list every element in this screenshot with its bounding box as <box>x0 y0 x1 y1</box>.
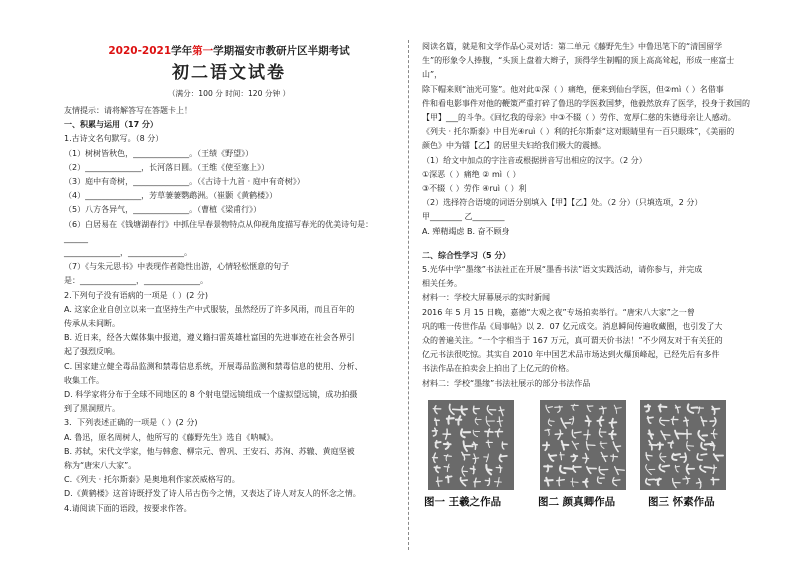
brush-stroke <box>562 441 569 450</box>
left-column <box>64 104 394 516</box>
brush-stroke <box>571 455 577 462</box>
brush-stroke <box>649 441 657 450</box>
brush-stroke <box>711 465 717 473</box>
brush-stroke <box>701 417 707 426</box>
column-divider <box>408 40 409 550</box>
brush-stroke <box>613 442 620 452</box>
brush-stroke <box>688 404 698 413</box>
right-line: 生”的形象令人捧腹，“头顶上盘着大辫子，顶得学生制帽的顶上高高耸起，形成一座富士山”， <box>422 56 735 80</box>
brush-stroke <box>646 453 652 461</box>
brush-stroke <box>456 416 462 424</box>
brush-stroke <box>659 405 667 412</box>
right-line: 《列夫 · 托尔斯泰》中目光④ruì（ ）利的托尔斯泰“这对眼睛里有一百只眼珠”，《美丽的 <box>422 127 735 137</box>
brush-stroke <box>545 429 550 435</box>
brush-stroke <box>462 466 467 476</box>
left-lines <box>64 118 394 516</box>
brush-stroke <box>495 429 502 437</box>
brush-stroke <box>484 454 489 462</box>
brush-stroke <box>573 466 581 472</box>
brush-stroke <box>436 477 442 486</box>
brush-stroke <box>496 465 502 472</box>
brush-stroke <box>701 443 712 450</box>
left-line: ______________，______________。 <box>64 248 192 258</box>
brush-stroke <box>646 479 655 485</box>
brush-stroke <box>572 430 581 438</box>
brush-stroke <box>444 454 451 460</box>
right-line: 甲________ 乙________ <box>422 212 505 222</box>
right-line: ③不辍（ ）劳作 ④ruì（ ）利 <box>422 184 527 194</box>
brush-stroke <box>473 430 479 436</box>
brush-stroke <box>668 441 673 448</box>
left-line: （6）白居易在《钱塘湖春行》中抓住早春景物特点从仰视角度描写春光的优美诗句是：______ <box>64 219 374 243</box>
brush-stroke <box>560 466 572 473</box>
brush-stroke <box>464 441 473 451</box>
right-line: 二、综合性学习（5 分） <box>422 250 511 260</box>
brush-stroke <box>486 440 492 447</box>
brush-stroke <box>571 478 578 487</box>
brush-stroke <box>432 428 437 436</box>
brush-stroke <box>684 430 691 439</box>
brush-stroke <box>474 478 480 487</box>
left-line: D. 科学家将分布于全球不同地区的 8 个射电望远镜组成一个虚拟望远镜，成功拍摄 <box>64 390 358 400</box>
calligraphy-figures <box>422 400 754 520</box>
brush-stroke <box>499 455 506 462</box>
left-line: （1）树树皆秋色，______________。（王绩《野望》） <box>64 148 254 158</box>
exam-title-pre: 学年 <box>171 45 193 57</box>
brush-stroke <box>613 478 620 486</box>
brush-stroke <box>549 454 556 461</box>
calligraphy-strokes <box>428 400 514 490</box>
right-line: 巩的唯一传世作品《局事帖》以 2．07 亿元成交。消息瞬间传遍收藏圈，也引发了大 <box>422 321 723 331</box>
right-line: 众的普遍关注。“一个字相当于 167 万元，真可谓天价书法！”不少网友对于有关狂的 <box>422 336 723 346</box>
figure-caption-3: 图三 怀素作品 <box>648 496 715 508</box>
brush-stroke <box>599 428 606 437</box>
left-line: 3．下列表述正确的一项是（ ）(2 分) <box>64 418 198 428</box>
figure-caption-2: 图二 颜真卿作品 <box>538 496 616 508</box>
brush-stroke <box>673 479 680 488</box>
right-line: 颜色》中为镭【乙】的居里夫妇给我们极大的震撼。 <box>422 141 606 151</box>
right-line: 【甲】___的斗争。《回忆我的母亲》中③不辍（ ）劳作、宽厚仁慈的朱德母亲让人感动。 <box>422 113 736 123</box>
brush-stroke <box>502 442 507 449</box>
left-line: 到了黑洞照片。 <box>64 404 120 414</box>
brush-stroke <box>433 406 441 414</box>
brush-stroke <box>435 441 440 448</box>
brush-stroke <box>611 454 618 461</box>
brush-stroke <box>444 464 449 471</box>
left-line: 是：______________，______________。 <box>64 276 208 286</box>
brush-stroke <box>462 452 470 460</box>
brush-stroke <box>450 404 461 414</box>
brush-stroke <box>444 442 451 449</box>
calligraphy-image-3 <box>640 400 726 490</box>
brush-stroke <box>601 452 607 461</box>
brush-stroke <box>470 466 475 473</box>
right-line: 亿元书法很吃惊。其实自 2010 年中国艺术品市场达到火爆顶峰起，已经先后有多件 <box>422 350 720 360</box>
exam-title-post: 学期福安市教研片区半期考试 <box>213 45 350 57</box>
brush-stroke <box>687 464 695 474</box>
brush-stroke <box>597 417 603 426</box>
left-line: （2）______________，长河落日圆。（王维《使至塞上》） <box>64 162 270 172</box>
brush-stroke <box>487 406 495 415</box>
brush-stroke <box>557 477 565 485</box>
paper-title: 初二语文试卷 <box>172 63 286 83</box>
brush-stroke <box>714 454 723 461</box>
calligraphy-image-1 <box>428 400 514 490</box>
exam-header <box>64 44 394 58</box>
figure-caption-1: 图一 王羲之作品 <box>424 496 502 508</box>
calligraphy-strokes <box>640 400 726 490</box>
brush-stroke <box>485 478 489 485</box>
brush-stroke <box>712 406 719 414</box>
brush-stroke <box>587 405 593 411</box>
left-line: （7）《与朱元思书》中表现作者隐性出游，心情轻松惬意的句子 <box>64 262 290 272</box>
brush-stroke <box>600 441 607 448</box>
brush-stroke <box>544 465 552 471</box>
right-column <box>422 40 754 391</box>
left-line: C.《列夫 · 托尔斯泰》是奥地利作家茨威格写的。 <box>64 475 240 485</box>
brush-stroke <box>461 429 470 437</box>
brush-stroke <box>546 405 552 412</box>
brush-stroke <box>586 442 595 450</box>
left-line: C. 国家建立健全毒品监测和禁毒信息系统，开展毒品监测和禁毒信息的使用、分析、 <box>64 361 363 371</box>
brush-stroke <box>497 417 502 427</box>
right-line: 相关任务。 <box>422 279 462 289</box>
brush-stroke <box>648 430 653 438</box>
brush-stroke <box>645 405 650 412</box>
right-line: 5.光华中学“墨缘”书法社正在开展“墨香书法”语文实践活动，请你参与，并完成 <box>422 265 703 275</box>
right-line: 材料二：学校“墨缘”书法社展示的部分书法作品 <box>422 378 591 388</box>
brush-stroke <box>675 431 684 439</box>
brush-stroke <box>462 406 468 415</box>
brush-stroke <box>486 465 491 475</box>
brush-stroke <box>696 407 703 413</box>
brush-stroke <box>583 479 588 487</box>
brush-stroke <box>545 478 553 486</box>
right-line: ①深恶（ ）痛绝 ② mì（ ） <box>422 169 521 179</box>
brush-stroke <box>614 405 621 413</box>
brush-stroke <box>486 416 494 426</box>
brush-stroke <box>700 466 711 472</box>
brush-stroke <box>443 429 451 439</box>
brush-stroke <box>560 452 564 460</box>
brush-stroke <box>571 404 578 410</box>
right-line: 2016 年 5 月 15 日晚，嘉德“大观之夜”专场拍卖举行。“唐宋八大家”之一曾 <box>422 307 695 317</box>
brush-stroke <box>646 465 655 475</box>
exam-meta: （满分：100 分 时间：120 分钟 ） <box>167 89 291 98</box>
brush-stroke <box>446 476 452 482</box>
left-line: 1.古诗文名句默写。（8 分） <box>64 134 164 144</box>
brush-stroke <box>543 442 549 450</box>
left-line: 4.请阅读下面的语段，按要求作答。 <box>64 503 192 513</box>
calligraphy-strokes <box>540 400 626 490</box>
left-line: （5）八方各异气，______________。（曹植《梁甫行》） <box>64 205 262 215</box>
brush-stroke <box>609 431 616 439</box>
brush-stroke <box>660 418 669 426</box>
right-line: （1）给文中加点的字注音或根据拼音写出相应的汉字。（2 分） <box>422 155 647 165</box>
brush-stroke <box>698 431 707 441</box>
brush-stroke <box>610 419 617 428</box>
brush-stroke <box>661 431 670 440</box>
brush-stroke <box>659 465 669 472</box>
left-line: 一、积累与运用（17 分） <box>64 120 158 130</box>
right-line: 材料一：学校大屏幕展示的实时新闻 <box>422 293 550 303</box>
brush-stroke <box>696 479 701 489</box>
calligraphy-image-2 <box>540 400 626 490</box>
brush-stroke <box>675 405 680 413</box>
brush-stroke <box>671 417 678 425</box>
brush-stroke <box>615 467 625 475</box>
brush-stroke <box>485 429 493 436</box>
exam-years: 2020-2021 <box>108 45 172 57</box>
brush-stroke <box>599 406 606 414</box>
right-line: 书法作品在拍卖会上拍出了上亿元的价格。 <box>422 364 574 374</box>
brush-stroke <box>658 443 663 450</box>
brush-stroke <box>711 429 717 438</box>
brush-stroke <box>555 430 563 439</box>
brush-stroke <box>660 453 666 462</box>
brush-stroke <box>587 467 596 474</box>
left-line: 称为“唐宋八大家”。 <box>64 461 137 471</box>
brush-stroke <box>548 419 554 426</box>
right-line <box>422 239 754 249</box>
right-line: （2）选择符合语境的词语分别填入【甲】【乙】处。（2 分）（只填选项，2 分） <box>422 198 703 208</box>
right-line: 阅读名篇，就是和文学作品心灵对话：第二单元《藤野先生》中鲁迅笔下的“清国留学 <box>422 42 723 51</box>
brush-stroke <box>675 465 679 472</box>
brush-stroke <box>680 453 686 462</box>
brush-stroke <box>684 417 689 426</box>
left-line: （3）庭中有奇树，______________。（《古诗十九首 · 庭中有奇树》） <box>64 177 305 187</box>
brush-stroke <box>598 477 605 483</box>
brush-stroke <box>683 476 690 484</box>
brush-stroke <box>434 466 440 472</box>
right-line: A. 殚精竭虑 B. 奋不顾身 <box>422 226 510 236</box>
friendly-tip: 友情提示：请将解答写在答题卡上！ <box>64 106 192 115</box>
brush-stroke <box>555 406 563 412</box>
brush-stroke <box>495 477 502 486</box>
brush-stroke <box>585 416 590 426</box>
brush-stroke <box>433 453 438 463</box>
brush-stroke <box>583 454 589 463</box>
brush-stroke <box>599 467 608 475</box>
brush-stroke <box>461 478 468 486</box>
left-line: 2.下列句子没有语病的一项是（ ）(2 分) <box>64 290 209 300</box>
left-line: D.《黄鹤楼》这首诗既抒发了诗人吊古伤今之情，又表达了诗人对友人的怀念之情。 <box>64 489 361 499</box>
brush-stroke <box>572 441 578 449</box>
brush-stroke <box>473 454 479 464</box>
brush-stroke <box>647 417 653 424</box>
right-line: 除下帽来则“油光可鉴”。他对此①深（ ）痛绝，便来到仙台学医，但②mì（ ）名借事 <box>422 84 724 94</box>
right-lines <box>422 40 754 391</box>
exam-title-highlight: 第一 <box>192 45 214 57</box>
left-line: A. 这家企业自创立以来一直坚持生产中式服装，虽然经历了许多风雨，而且百年的 <box>64 304 355 314</box>
left-line: A. 鲁迅，原名周树人，他所写的《藤野先生》选自《呐喊》。 <box>64 432 279 442</box>
brush-stroke <box>447 416 454 424</box>
brush-stroke <box>672 454 680 460</box>
brush-stroke <box>499 407 504 416</box>
right-line: 件和看电影事件对他的鞭策严重打碎了鲁迅的学医救国梦，他毅然放弃了医学，投身于救国的 <box>422 98 750 108</box>
left-line: 起了强烈反响。 <box>64 347 120 357</box>
left-line: B. 近日来，经各大媒体集中报道，遵义籍扫雷英雄杜富国的先进事迹在社会各界引 <box>64 333 355 343</box>
left-line: 传承从未间断。 <box>64 319 120 329</box>
left-line: B. 苏轼，宋代文学家，他与韩愈、柳宗元、曾巩、王安石、苏洵、苏辙、黄庭坚被 <box>64 446 355 456</box>
left-line: （4）______________，芳草萋萋鹦鹉洲。（崔颢《黄鹤楼》） <box>64 191 278 201</box>
left-line: 收集工作。 <box>64 375 104 385</box>
brush-stroke <box>697 454 707 460</box>
brush-stroke <box>711 478 719 485</box>
brush-stroke <box>687 441 694 450</box>
brush-stroke <box>435 418 440 425</box>
brush-stroke <box>655 479 660 485</box>
brush-stroke <box>473 406 479 414</box>
brush-stroke <box>475 418 481 425</box>
brush-stroke <box>710 418 716 427</box>
brush-stroke <box>584 430 590 440</box>
